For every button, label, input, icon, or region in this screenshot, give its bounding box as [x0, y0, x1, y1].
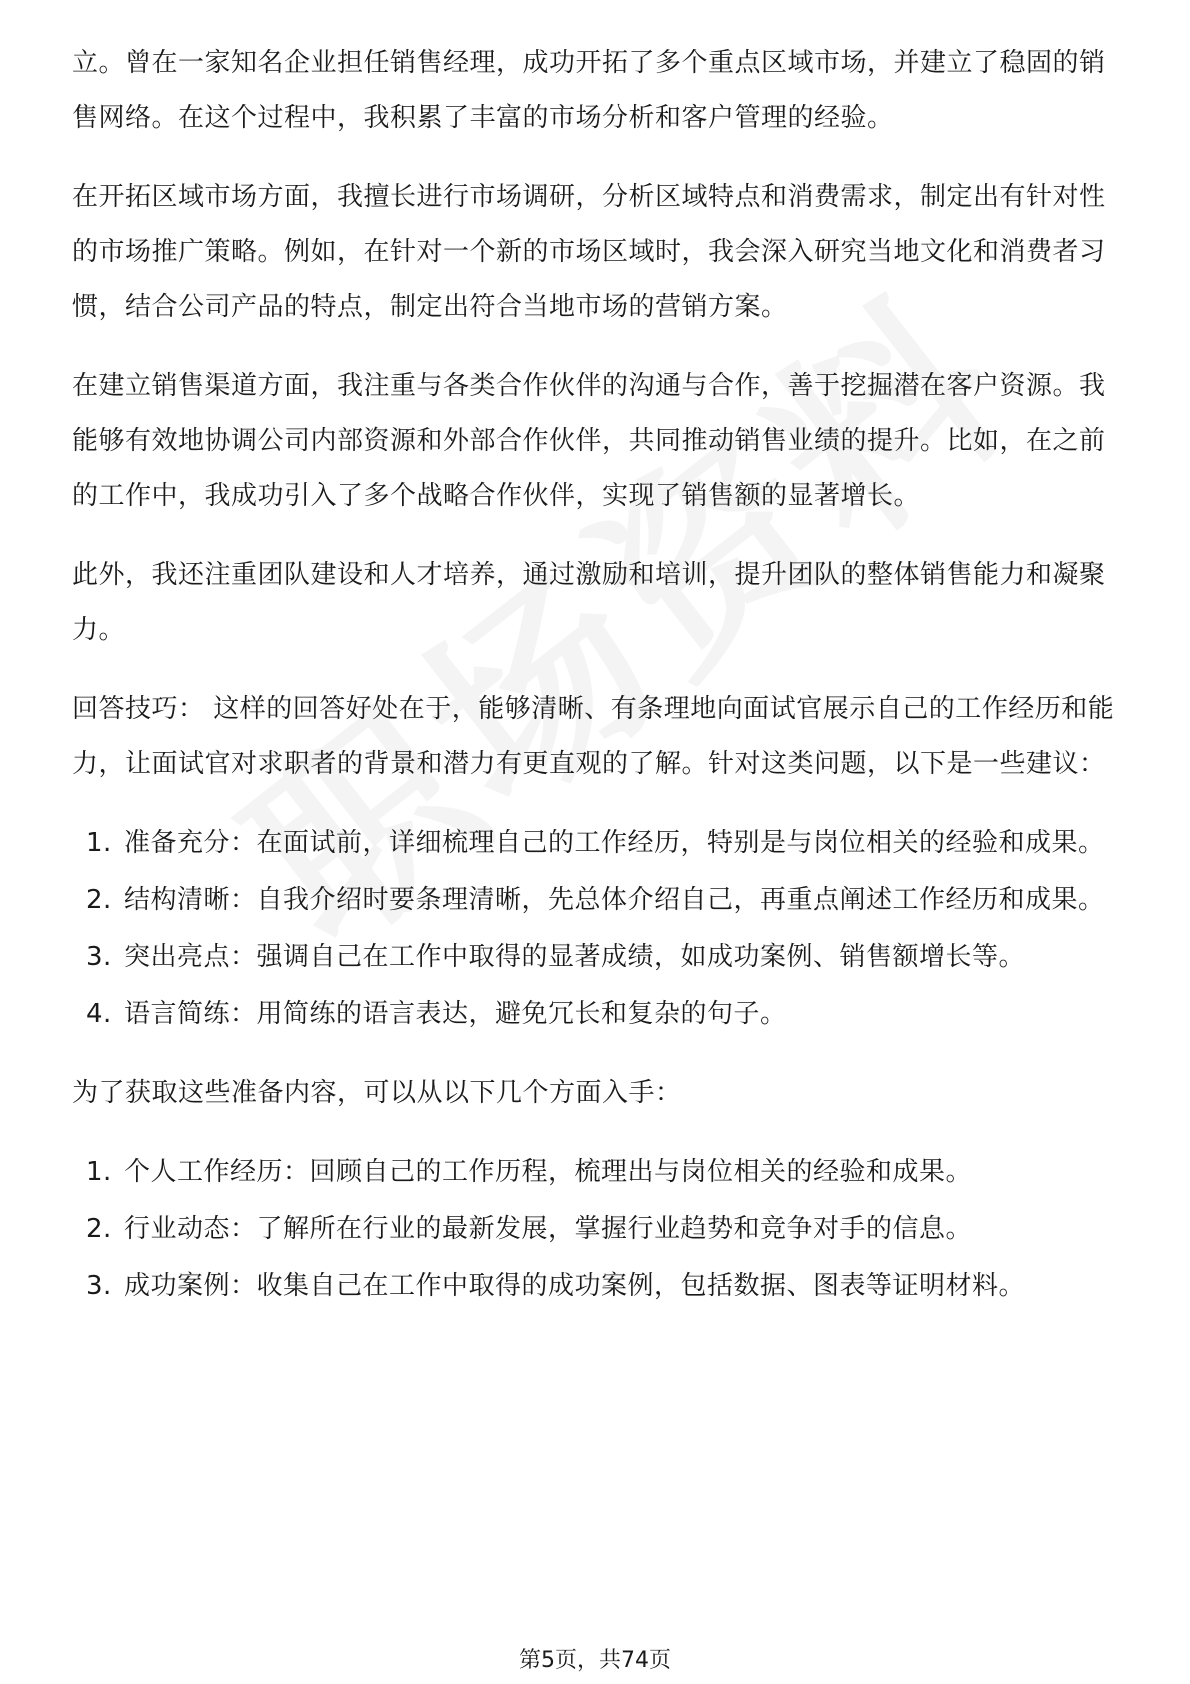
paragraph-sources-intro: 为了获取这些准备内容，可以从以下几个方面入手：	[72, 1078, 682, 1108]
list-number: 3.	[86, 1271, 112, 1301]
list-item	[72, 987, 1122, 1042]
list-item	[72, 1259, 1122, 1314]
document-body	[72, 36, 1122, 1338]
list-item-text: 行业动态：了解所在行业的最新发展，掌握行业趋势和竞争对手的信息。	[124, 1214, 973, 1244]
sources-list	[72, 1145, 1122, 1314]
list-item-text: 突出亮点：强调自己在工作中取得的显著成绩，如成功案例、销售额增长等。	[124, 942, 1026, 972]
paragraph-tips-intro: 回答技巧： 这样的回答好处在于，能够清晰、有条理地向面试官展示自己的工作经历和能力，让面试官对求职者的背景和潜力有更直观的了解。针对这类问题，以下是一些建议：	[72, 694, 1115, 779]
page-footer: 第5页，共74页	[519, 1648, 671, 1673]
list-number: 3.	[86, 942, 112, 972]
tips-list	[72, 816, 1122, 1042]
list-item-text: 语言简练：用简练的语言表达，避免冗长和复杂的句子。	[124, 999, 787, 1029]
paragraph-experience: 立。曾在一家知名企业担任销售经理，成功开拓了多个重点区域市场，并建立了稳固的销售网络。在这个过程中，我积累了丰富的市场分析和客户管理的经验。	[72, 48, 1106, 133]
paragraph-market: 在开拓区域市场方面，我擅长进行市场调研，分析区域特点和消费需求，制定出有针对性的市场推广策略。例如，在针对一个新的市场区域时，我会深入研究当地文化和消费者习惯，结合公司产品的特点，制定出符合当地市场的营销方案。	[72, 182, 1106, 322]
list-number: 2.	[86, 1214, 112, 1244]
list-item-text: 准备充分：在面试前，详细梳理自己的工作经历，特别是与岗位相关的经验和成果。	[124, 828, 1105, 858]
list-item	[72, 873, 1122, 928]
list-item-text: 结构清晰：自我介绍时要条理清晰，先总体介绍自己，再重点阐述工作经历和成果。	[124, 885, 1105, 915]
paragraph-channels: 在建立销售渠道方面，我注重与各类合作伙伴的沟通与合作，善于挖掘潜在客户资源。我能够有效地协调公司内部资源和外部合作伙伴，共同推动销售业绩的提升。比如，在之前的工作中，我成功引入了多个战略合作伙伴，实现了销售额的显著增长。	[72, 371, 1106, 511]
list-number: 4.	[86, 999, 112, 1029]
list-item	[72, 816, 1122, 871]
list-item	[72, 1145, 1122, 1200]
list-item-text: 成功案例：收集自己在工作中取得的成功案例，包括数据、图表等证明材料。	[124, 1271, 1026, 1301]
list-number: 1.	[86, 1157, 112, 1187]
paragraph-team: 此外，我还注重团队建设和人才培养，通过激励和培训，提升团队的整体销售能力和凝聚力。	[72, 560, 1106, 645]
list-number: 1.	[86, 828, 112, 858]
list-item-text: 个人工作经历：回顾自己的工作历程，梳理出与岗位相关的经验和成果。	[124, 1157, 973, 1187]
list-number: 2.	[86, 885, 112, 915]
list-item	[72, 930, 1122, 985]
list-item	[72, 1202, 1122, 1257]
